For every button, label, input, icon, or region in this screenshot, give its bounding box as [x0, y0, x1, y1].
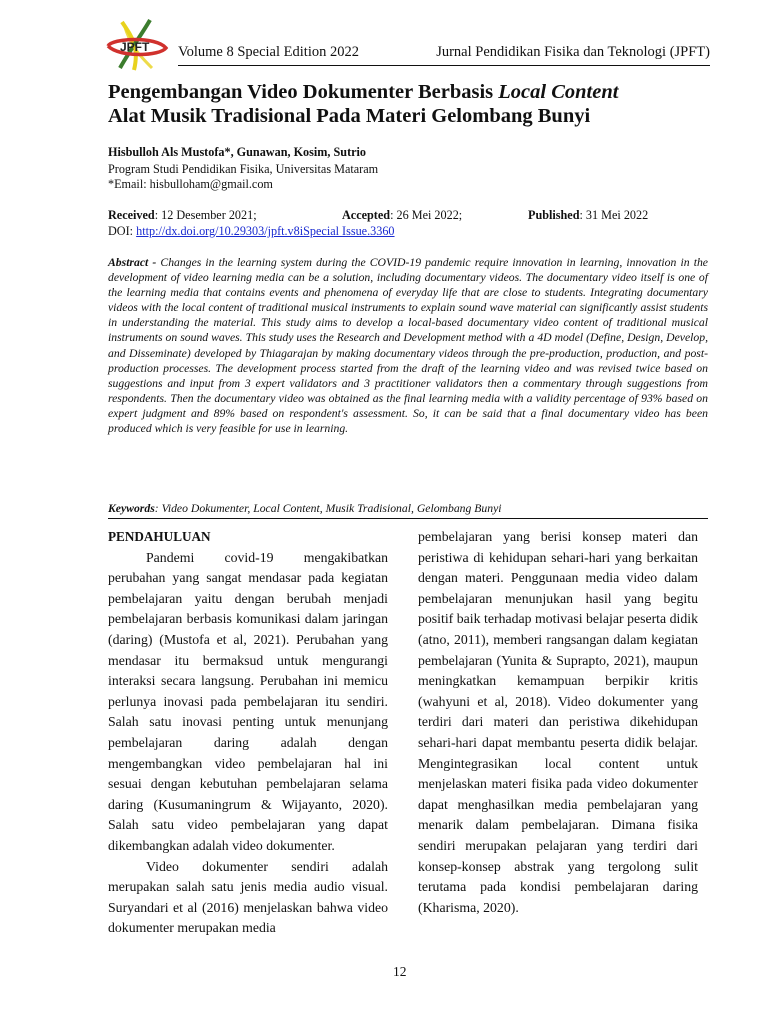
- paragraph: Video dokumenter sendiri adalah merupakan salah satu jenis media audio visual. Suryandari et al (2016) menjelaskan bahwa video dokumenter merupakan media: [108, 858, 388, 936]
- journal-name: Jurnal Pendidikan Fisika dan Teknologi (JPFT): [436, 44, 710, 60]
- paragraph: Pandemi covid-19 mengakibatkan perubahan yang sangat mendasar pada kegiatan pembelajaran yaitu dengan berubah menjadi pembelajaran berbasis komunikasi dalam jaringan (daring) (Mustofa et al, 2021). Perubahan yang mendasar itu bermaksud untuk mengurangi interaksi secara langsung. Perubahan ini memicu perlunya inovasi pada pembelajaran itu sendiri. Salah satu inovasi penting untuk menunjang pembelajaran daring adalah dengan mengembangkan video pembelajaran hal ini sesuai dengan kebutuhan pembelajaran selama daring (Kusumaningrum & Wijayanto, 2020). Salah satu video pembelajaran yang dapat dikembangkan adalah video dokumenter.: [108, 549, 388, 853]
- volume-label: Volume 8 Special Edition 2022: [178, 44, 359, 60]
- published-date: Published: 31 Mei 2022: [528, 208, 649, 222]
- header-divider: [178, 65, 710, 66]
- page-header: [100, 16, 710, 66]
- accepted-date: Accepted: 26 Mei 2022;: [342, 208, 463, 222]
- keywords: [108, 502, 708, 519]
- title-line1-italic: Local Content: [498, 81, 619, 103]
- abstract: [108, 255, 708, 436]
- title-line1-plain: Pengembangan Video Dokumenter Berbasis: [108, 81, 499, 103]
- jpft-logo-icon: [100, 16, 170, 76]
- section-heading: PENDAHULUAN: [108, 529, 211, 544]
- email: *Email: hisbulloham@gmail.com: [108, 177, 273, 191]
- body-column-left: [108, 527, 388, 939]
- authors: Hisbulloh Als Mustofa*, Gunawan, Kosim, Sutrio: [108, 145, 367, 159]
- received-date: Received: 12 Desember 2021;: [108, 208, 257, 222]
- keywords-text: : Video Dokumenter, Local Content, Musik Tradisional, Gelombang Bunyi: [154, 502, 502, 515]
- body-column-right: [418, 527, 698, 918]
- paper-title: [108, 80, 708, 128]
- abstract-text: Changes in the learning system during the COVID-19 pandemic require innovation in learning, innovation in the development of video learning media can be a solution, including documentary videos. The documentary video itself is one of the learning media that contains events and phenomena of everyday life that are close to students. Integrating documentary videos with the local content of traditional musical instruments to explain sound wave material can significantly assist students in understanding the material. This study aims to develop a local-based documentary video content of traditional musical instruments on sound waves. This study uses the Research and Development method with a 4D model (Define, Design, Develop, and Disseminate) developed by Thiagarajan by making documentary videos through the pre-production, production, and post-production processes. The development process started from the draft of the learning video and was revised twice based on suggestions and input from 3 expert validators and 3 practitioner validators then a commentary through suggestions from respondents. Then the documentary video was obtained as the final learning media with a validity percentage of 93% based on expert judgment and 89% based on respondent's assessment. So, it can be said that a final documentary video has been produced which is very feasible for use in learning.: [108, 256, 708, 436]
- svg-text:JPFT: JPFT: [120, 40, 150, 54]
- keywords-label: Keywords: [108, 502, 155, 515]
- page-number: 12: [393, 964, 407, 979]
- doi: DOI: http://dx.doi.org/10.29303/jpft.v8iSpecial Issue.3360: [108, 224, 395, 238]
- paragraph: pembelajaran yang berisi konsep materi dan peristiwa di kehidupan sehari-hari yang berkaitan dengan materi. Penggunaan media video dalam pembelajaran menunjukan hasil yang begitu positif baik terhadap motivasi belajar peserta didik (atno, 2011), memberi rangsangan dalam kegiatan pembelajaran (Yunita & Suprapto, 2021), maupun meningkatkan kemampuan berpikir kritis (wahyuni et al, 2018). Video dokumenter yang terdiri dari materi dan peristiwa dikehidupan sehari-hari dapat membantu peserta didik belajar. Mengintegrasikan local content untuk menjelaskan materi fisika pada video dokumenter dapat menghasilkan media pembelajaran yang menarik dalam pembelajaran. Dimana fisika sendiri merupakan pelajaran yang terdiri dari konsep-konsep abstrak yang tergolong sulit terutama pada kondisi pembelajaran daring (Kharisma, 2020).: [418, 529, 698, 915]
- abstract-label: Abstract -: [108, 256, 161, 269]
- doi-link[interactable]: http://dx.doi.org/10.29303/jpft.v8iSpecial Issue.3360: [136, 224, 395, 238]
- affiliation: Program Studi Pendidikan Fisika, Universitas Mataram: [108, 162, 379, 176]
- title-line2: Alat Musik Tradisional Pada Materi Gelombang Bunyi: [108, 105, 591, 127]
